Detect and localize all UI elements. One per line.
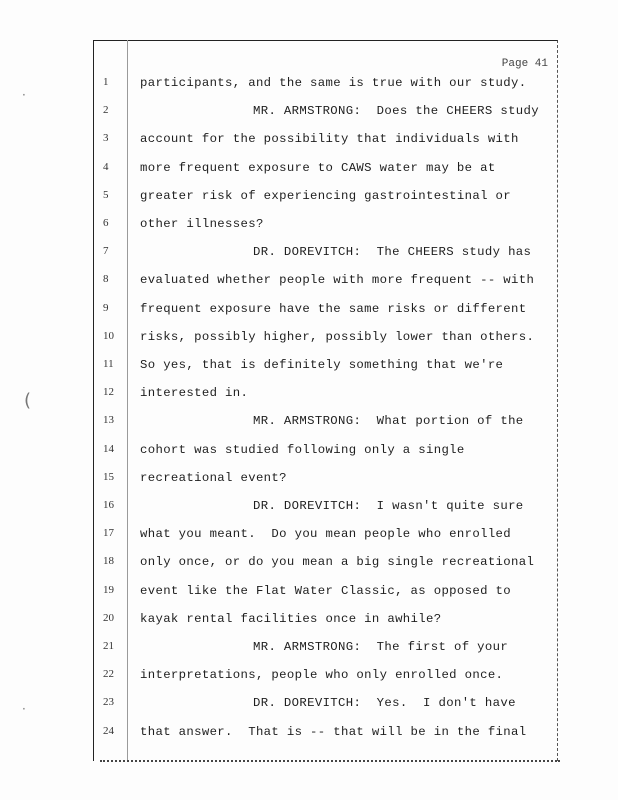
transcript-line	[0, 414, 560, 434]
line-number: 8	[103, 273, 109, 286]
line-text: only once, or do you mean a big single recreational	[140, 555, 535, 570]
line-text: DR. DOREVITCH: Yes. I don't have	[253, 696, 516, 711]
transcript-line	[0, 499, 560, 519]
line-text: participants, and the same is true with our study.	[140, 76, 527, 90]
transcript-line	[0, 302, 560, 322]
page-bottom-border	[100, 760, 560, 762]
line-text: other illnesses?	[140, 217, 264, 231]
transcript-line	[0, 104, 560, 124]
line-number: 21	[103, 640, 114, 652]
line-text: MR. ARMSTRONG: The first of your	[253, 640, 509, 654]
line-text: MR. ARMSTRONG: What portion of the	[253, 414, 524, 429]
scan-hole-mark: (	[24, 390, 32, 411]
line-text: DR. DOREVITCH: The CHEERS study has	[253, 245, 532, 260]
line-number: 11	[103, 358, 114, 370]
line-number: 13	[103, 414, 114, 427]
line-number: 9	[103, 301, 109, 314]
line-number: 24	[103, 724, 114, 737]
transcript-line	[0, 189, 560, 209]
page-number: Page 41	[501, 58, 548, 70]
transcript-line	[0, 273, 560, 293]
line-text: recreational event?	[140, 470, 287, 485]
line-text: risks, possibly higher, possibly lower than others.	[140, 329, 535, 344]
transcript-line	[0, 386, 560, 406]
line-text: MR. ARMSTRONG: Does the CHEERS study	[253, 104, 539, 119]
line-text: what you meant. Do you mean people who enrolled	[140, 527, 512, 542]
transcript-line	[0, 555, 560, 575]
line-text: evaluated whether people with more frequent -- with	[140, 273, 535, 288]
line-number: 1	[103, 76, 109, 88]
transcript-line	[0, 584, 560, 604]
line-text: interpretations, people who only enrolled once.	[140, 668, 504, 683]
line-number: 3	[103, 132, 109, 145]
line-number: 6	[103, 217, 109, 229]
line-number: 4	[103, 160, 109, 173]
line-number: 14	[103, 442, 114, 455]
transcript-line	[0, 132, 560, 152]
transcript-line	[0, 161, 560, 181]
line-number: 10	[103, 329, 114, 342]
line-number: 15	[103, 470, 114, 483]
line-text: more frequent exposure to CAWS water may be at	[140, 160, 496, 175]
line-number: 18	[103, 555, 114, 568]
transcript-line	[0, 217, 560, 237]
transcript-line	[0, 696, 560, 716]
line-text: cohort was studied following only a single	[140, 442, 465, 457]
scan-speck-mark: ·	[22, 702, 26, 716]
line-text: kayak rental facilities once in awhile?	[140, 611, 442, 626]
line-number: 7	[103, 245, 109, 258]
line-number: 22	[103, 668, 114, 681]
transcript-line	[0, 76, 560, 96]
transcript-line	[0, 245, 560, 265]
line-text: event like the Flat Water Classic, as opposed to	[140, 583, 512, 598]
transcript-line	[0, 358, 560, 378]
line-number: 20	[103, 611, 114, 624]
line-number: 12	[103, 386, 114, 399]
line-text: frequent exposure have the same risks or different	[140, 301, 527, 316]
transcript-line	[0, 612, 560, 632]
transcript-line	[0, 640, 560, 660]
line-text: that answer. That is -- that will be in the final	[140, 724, 527, 739]
transcript-line	[0, 330, 560, 350]
transcript-line	[0, 668, 560, 688]
line-text: DR. DOREVITCH: I wasn't quite sure	[253, 499, 524, 513]
scan-speck-mark: ·	[22, 88, 26, 102]
transcript-line	[0, 725, 560, 745]
transcript-line	[0, 443, 560, 463]
line-text: So yes, that is definitely something that we're	[140, 358, 504, 372]
line-text: interested in.	[140, 386, 249, 401]
line-number: 2	[103, 104, 109, 117]
line-number: 16	[103, 499, 114, 511]
line-number: 5	[103, 188, 109, 201]
transcript-line	[0, 527, 560, 547]
line-number: 23	[103, 696, 114, 709]
transcript-line	[0, 471, 560, 491]
line-text: greater risk of experiencing gastrointestinal or	[140, 188, 512, 203]
line-number: 17	[103, 527, 114, 540]
line-text: account for the possibility that individuals with	[140, 132, 519, 147]
line-number: 19	[103, 583, 114, 596]
